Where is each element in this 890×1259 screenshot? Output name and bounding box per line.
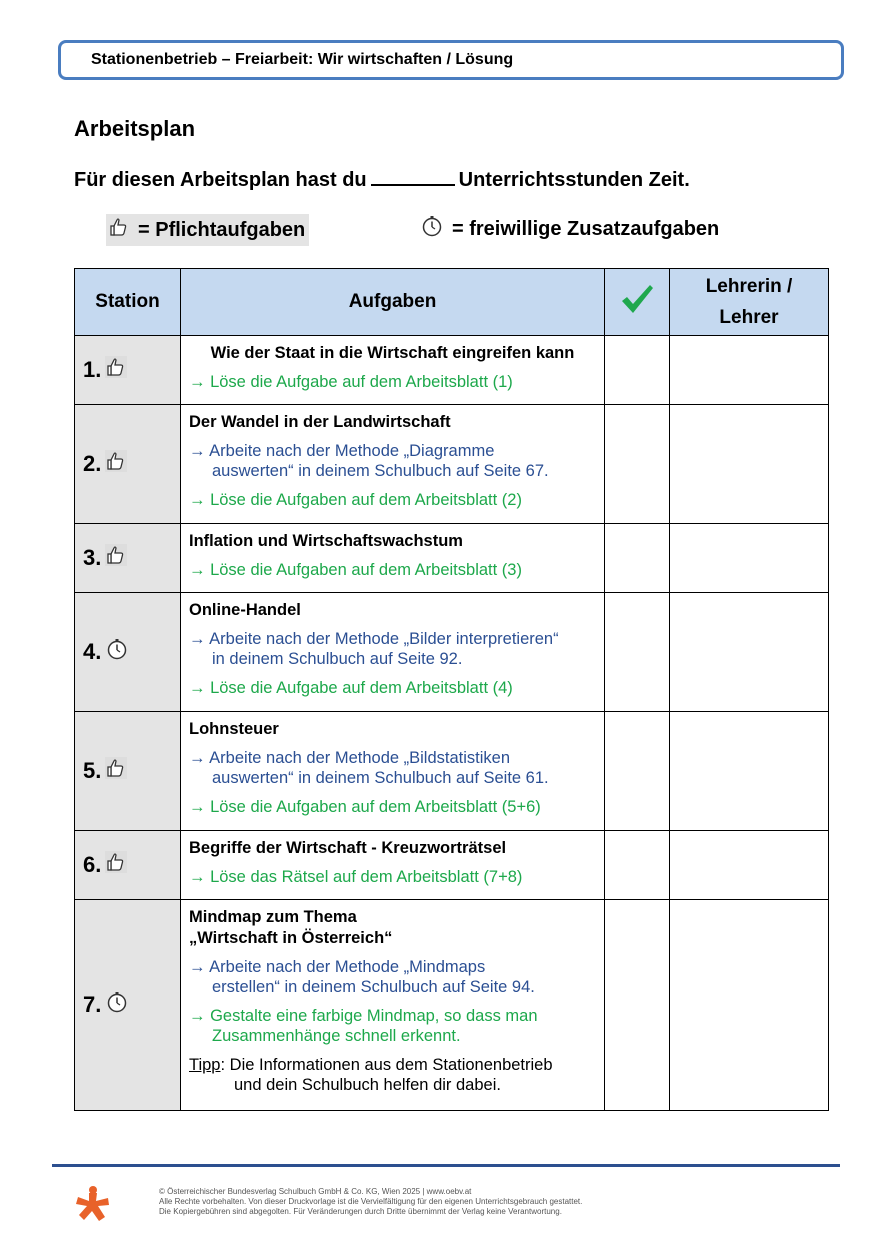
teacher-cell[interactable] xyxy=(670,524,829,593)
instruction-text: → Arbeite nach der Methode „Mindmaps xyxy=(189,958,486,976)
instruction-text: → Löse die Aufgaben auf dem Arbeitsblatt (5+6) xyxy=(189,798,541,816)
check-cell[interactable] xyxy=(605,405,670,524)
teacher-cell[interactable] xyxy=(670,831,829,900)
check-cell[interactable] xyxy=(605,712,670,831)
page-title: Arbeitsplan xyxy=(74,116,196,141)
footer-line1: © Österreichischer Bundesverlag Schulbuch GmbH & Co. KG, Wien 2025 | www.oebv.at xyxy=(159,1187,472,1196)
task-instruction xyxy=(189,748,596,788)
instruction-text: → Löse das Rätsel auf dem Arbeitsblatt (7+8) xyxy=(189,868,523,886)
legend-optional-label: = freiwillige Zusatzaufgaben xyxy=(452,217,720,240)
tip-note xyxy=(189,1055,596,1095)
task-instruction xyxy=(189,372,596,392)
legend-mandatory-label: = Pflichtaufgaben xyxy=(138,218,306,241)
task-title: Online-Handel xyxy=(189,601,301,619)
instruction-text: → Löse die Aufgabe auf dem Arbeitsblatt (1) xyxy=(189,373,513,391)
teacher-header-line2: Lehrer xyxy=(719,307,779,328)
task-title-line2: „Wirtschaft in Österreich“ xyxy=(189,929,393,947)
legend-mandatory xyxy=(106,214,309,246)
check-cell[interactable] xyxy=(605,524,670,593)
instruction-text-cont: auswerten“ in deinem Schulbuch auf Seite 67. xyxy=(212,462,549,480)
table-row xyxy=(75,900,829,1111)
thumbs-up-icon xyxy=(105,851,127,879)
task-instruction xyxy=(189,867,596,887)
station-number: 4. xyxy=(83,639,102,664)
instruction-text: → Arbeite nach der Methode „Diagramme xyxy=(189,442,495,460)
task-instruction xyxy=(189,797,596,817)
table-row xyxy=(75,593,829,712)
instruction-text-cont: in deinem Schulbuch auf Seite 92. xyxy=(212,650,463,668)
task-instruction xyxy=(189,441,596,481)
task-instruction xyxy=(189,629,596,669)
check-cell[interactable] xyxy=(605,831,670,900)
check-cell[interactable] xyxy=(605,900,670,1111)
task-cell xyxy=(181,900,605,1111)
column-header-tasks: Aufgaben xyxy=(181,269,605,336)
task-title: Wie der Staat in die Wirtschaft eingreifen kann xyxy=(210,344,575,362)
column-header-teacher xyxy=(670,269,829,336)
stopwatch-icon xyxy=(420,214,444,244)
task-title: Begriffe der Wirtschaft - Kreuzworträtsel xyxy=(189,839,507,857)
thumbs-up-icon xyxy=(105,544,127,572)
footer-copyright xyxy=(159,1187,582,1217)
intro-sentence xyxy=(74,168,690,192)
thumbs-up-icon xyxy=(105,757,127,785)
table-row xyxy=(75,524,829,593)
station-cell xyxy=(75,336,181,405)
station-cell xyxy=(75,405,181,524)
task-cell xyxy=(181,831,605,900)
teacher-cell[interactable] xyxy=(670,336,829,405)
footer-line2: Alle Rechte vorbehalten. Von dieser Druckvorlage ist die Vervielfältigung für den eigenen Unterrichtsgebrauch gestattet. xyxy=(159,1197,583,1206)
task-cell xyxy=(181,336,605,405)
teacher-header-line1: Lehrerin / xyxy=(705,276,793,297)
station-cell xyxy=(75,712,181,831)
checkmark-icon xyxy=(619,282,655,316)
task-title: Lohnsteuer xyxy=(189,720,279,738)
teacher-cell[interactable] xyxy=(670,712,829,831)
table-header-row xyxy=(75,269,829,336)
column-header-station: Station xyxy=(75,269,181,336)
worksheet-header xyxy=(58,40,844,80)
station-cell xyxy=(75,593,181,712)
lesson-count-blank[interactable] xyxy=(371,168,455,186)
instruction-text: → Arbeite nach der Methode „Bilder interpretieren“ xyxy=(189,630,559,648)
instruction-text-cont: Zusammenhänge schnell erkennt. xyxy=(212,1027,461,1045)
task-title: Der Wandel in der Landwirtschaft xyxy=(189,413,451,431)
instruction-text: → Löse die Aufgaben auf dem Arbeitsblatt (3) xyxy=(189,561,522,579)
teacher-cell[interactable] xyxy=(670,593,829,712)
intro-after: Unterrichtsstunden Zeit. xyxy=(458,169,690,191)
instruction-text: → Arbeite nach der Methode „Bildstatistiken xyxy=(189,749,511,767)
thumbs-up-icon xyxy=(108,216,130,244)
instruction-text: → Löse die Aufgaben auf dem Arbeitsblatt (2) xyxy=(189,491,522,509)
check-cell[interactable] xyxy=(605,336,670,405)
station-number: 5. xyxy=(83,758,102,783)
tip-text-cont: und dein Schulbuch helfen dir dabei. xyxy=(234,1076,501,1094)
task-title: Inflation und Wirtschaftswachstum xyxy=(189,532,463,550)
task-instruction xyxy=(189,560,596,580)
table-row xyxy=(75,712,829,831)
teacher-cell[interactable] xyxy=(670,900,829,1111)
task-title-line1: Mindmap zum Thema xyxy=(189,908,357,926)
task-title xyxy=(189,907,596,949)
station-cell xyxy=(75,831,181,900)
task-cell xyxy=(181,712,605,831)
station-number: 6. xyxy=(83,852,102,877)
thumbs-up-icon xyxy=(105,450,127,478)
task-instruction xyxy=(189,957,596,997)
stopwatch-icon xyxy=(105,990,129,1020)
instruction-text-cont: auswerten“ in deinem Schulbuch auf Seite 61. xyxy=(212,769,549,787)
station-number: 1. xyxy=(83,357,102,382)
station-cell xyxy=(75,524,181,593)
teacher-cell[interactable] xyxy=(670,405,829,524)
task-cell xyxy=(181,524,605,593)
legend-optional xyxy=(420,214,719,244)
footer-divider xyxy=(52,1164,840,1167)
instruction-text: → Löse die Aufgabe auf dem Arbeitsblatt (4) xyxy=(189,679,513,697)
table-row xyxy=(75,831,829,900)
thumbs-up-icon xyxy=(105,356,127,384)
station-number: 3. xyxy=(83,545,102,570)
task-instruction xyxy=(189,490,596,510)
instruction-text-cont: erstellen“ in deinem Schulbuch auf Seite 94. xyxy=(212,978,535,996)
station-number: 7. xyxy=(83,992,102,1017)
column-header-check xyxy=(605,269,670,336)
instruction-text: → Gestalte eine farbige Mindmap, so dass man xyxy=(189,1007,538,1025)
task-cell xyxy=(181,593,605,712)
task-instruction xyxy=(189,678,596,698)
check-cell[interactable] xyxy=(605,593,670,712)
table-row xyxy=(75,405,829,524)
stopwatch-icon xyxy=(105,637,129,667)
table-row xyxy=(75,336,829,405)
footer-line3: Die Kopiergebühren sind abgegolten. Für Veränderungen durch Dritte übernimmt der Verlag keine Verantwortung. xyxy=(159,1207,562,1216)
tip-label: Tipp xyxy=(189,1056,221,1074)
task-instruction xyxy=(189,1006,596,1046)
intro-before: Für diesen Arbeitsplan hast du xyxy=(74,169,367,191)
station-cell xyxy=(75,900,181,1111)
work-plan-table xyxy=(74,268,829,1111)
task-cell xyxy=(181,405,605,524)
worksheet-header-title: Stationenbetrieb – Freiarbeit: Wir wirtschaften / Lösung xyxy=(91,51,514,68)
publisher-logo-icon xyxy=(72,1184,112,1229)
tip-text: : Die Informationen aus dem Stationenbetrieb xyxy=(220,1056,553,1074)
station-number: 2. xyxy=(83,451,102,476)
